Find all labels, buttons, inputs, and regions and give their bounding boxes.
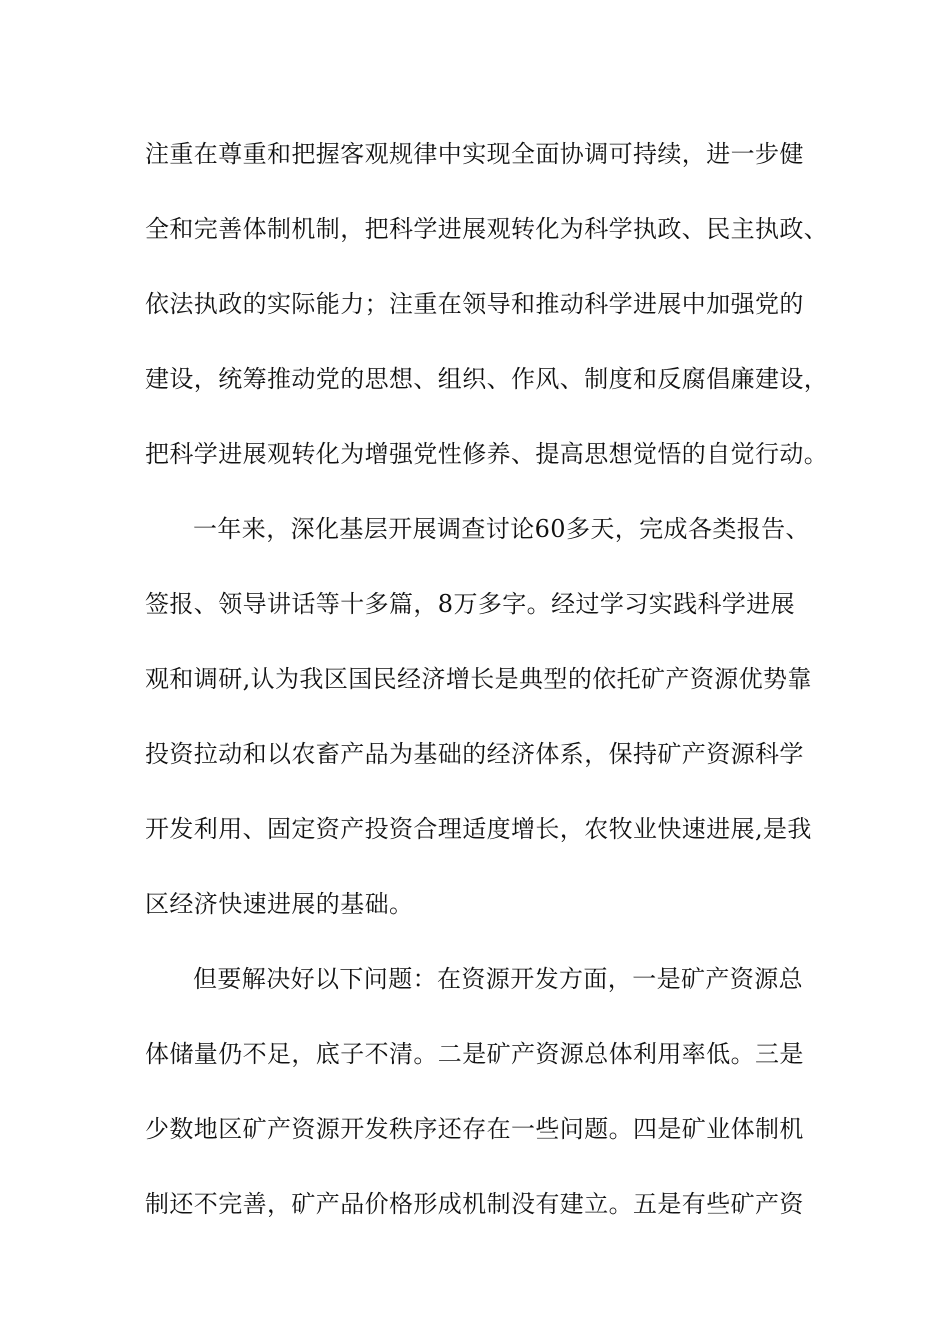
text-line: 把科学进展观转化为增强党性修养、提高思想觉悟的自觉行动。 [145, 440, 829, 468]
text-line: 观和调研,认为我区国民经济增长是典型的依托矿产资源优势靠 [145, 665, 812, 693]
text-line: 制还不完善，矿产品价格形成机制没有建立。五是有些矿产资 [145, 1190, 804, 1218]
text-line: 签报、领导讲话等十多篇，8万多字。经过学习实践科学进展 [145, 590, 796, 618]
paragraph-first-line: 一年来，深化基层开展调查讨论60多天，完成各类报告、 [193, 515, 810, 543]
text-line: 依法执政的实际能力；注重在领导和推动科学进展中加强党的 [145, 290, 804, 318]
text-line: 注重在尊重和把握客观规律中实现全面协调可持续，进一步健 [145, 140, 804, 168]
text-line: 开发利用、固定资产投资合理适度增长，农牧业快速进展,是我 [145, 815, 812, 843]
text-line: 体储量仍不足，底子不清。二是矿产资源总体利用率低。三是 [145, 1040, 804, 1068]
text-line: 全和完善体制机制，把科学进展观转化为科学执政、民主执政、 [145, 215, 829, 243]
text-line: 投资拉动和以农畜产品为基础的经济体系，保持矿产资源科学 [145, 740, 804, 768]
text-line: 区经济快速进展的基础。 [145, 890, 414, 918]
text-line: 少数地区矿产资源开发秩序还存在一些问题。四是矿业体制机 [145, 1115, 804, 1143]
paragraph-first-line: 但要解决好以下问题：在资源开发方面，一是矿产资源总 [193, 965, 803, 993]
text-line: 建设，统筹推动党的思想、组织、作风、制度和反腐倡廉建设， [145, 365, 829, 393]
